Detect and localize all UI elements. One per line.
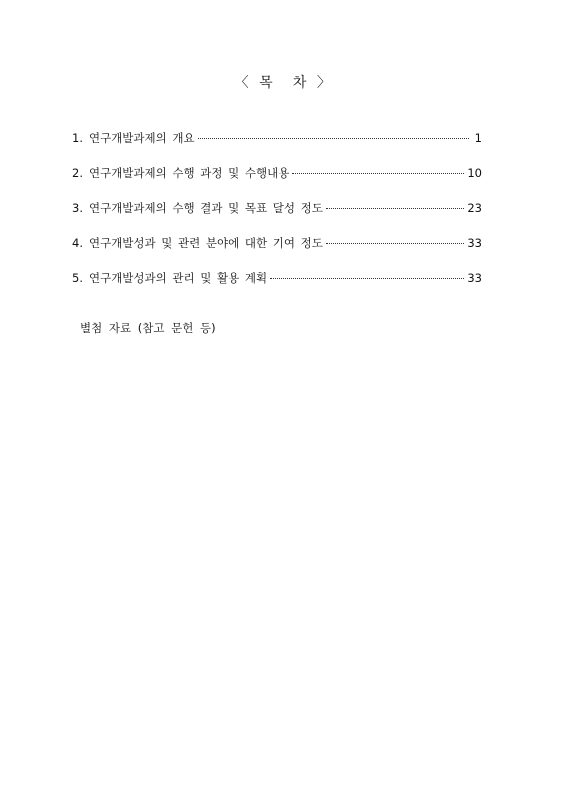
toc-item-page: 23 (467, 201, 482, 215)
toc-item-label: 연구개발과제의 수행 과정 및 수행내용 (88, 166, 290, 180)
toc-item-number: 4. (72, 236, 83, 250)
toc-item-page: 1 (474, 131, 482, 145)
toc-item[interactable] (72, 165, 482, 183)
toc-item-label: 연구개발과제의 개요 (88, 131, 195, 145)
toc-item-page: 33 (467, 271, 482, 285)
toc-item-label: 연구개발과제의 수행 결과 및 목표 달성 정도 (88, 201, 323, 215)
toc-item[interactable] (72, 270, 482, 288)
toc-dot-leader (270, 278, 464, 279)
toc-item-page: 10 (467, 166, 482, 180)
toc-item-number: 1. (72, 131, 83, 145)
toc-dot-leader (326, 243, 464, 244)
toc-item[interactable] (72, 130, 482, 148)
toc-item-label: 연구개발성과 및 관련 분야에 대한 기여 정도 (88, 236, 323, 250)
toc-item-number: 3. (72, 201, 83, 215)
toc-list (72, 130, 482, 305)
toc-dot-leader (326, 208, 464, 209)
toc-title: 〈 목 차 〉 (234, 75, 332, 91)
toc-item[interactable] (72, 235, 482, 253)
toc-item-number: 2. (72, 166, 83, 180)
toc-item[interactable] (72, 200, 482, 218)
appendix-entry[interactable]: 별첨 자료 (참고 문헌 등) (80, 321, 216, 335)
toc-dot-leader (198, 138, 469, 139)
toc-item-label: 연구개발성과의 관리 및 활용 계획 (88, 271, 268, 285)
toc-item-number: 5. (72, 271, 83, 285)
toc-item-page: 33 (467, 236, 482, 250)
toc-dot-leader (292, 173, 464, 174)
